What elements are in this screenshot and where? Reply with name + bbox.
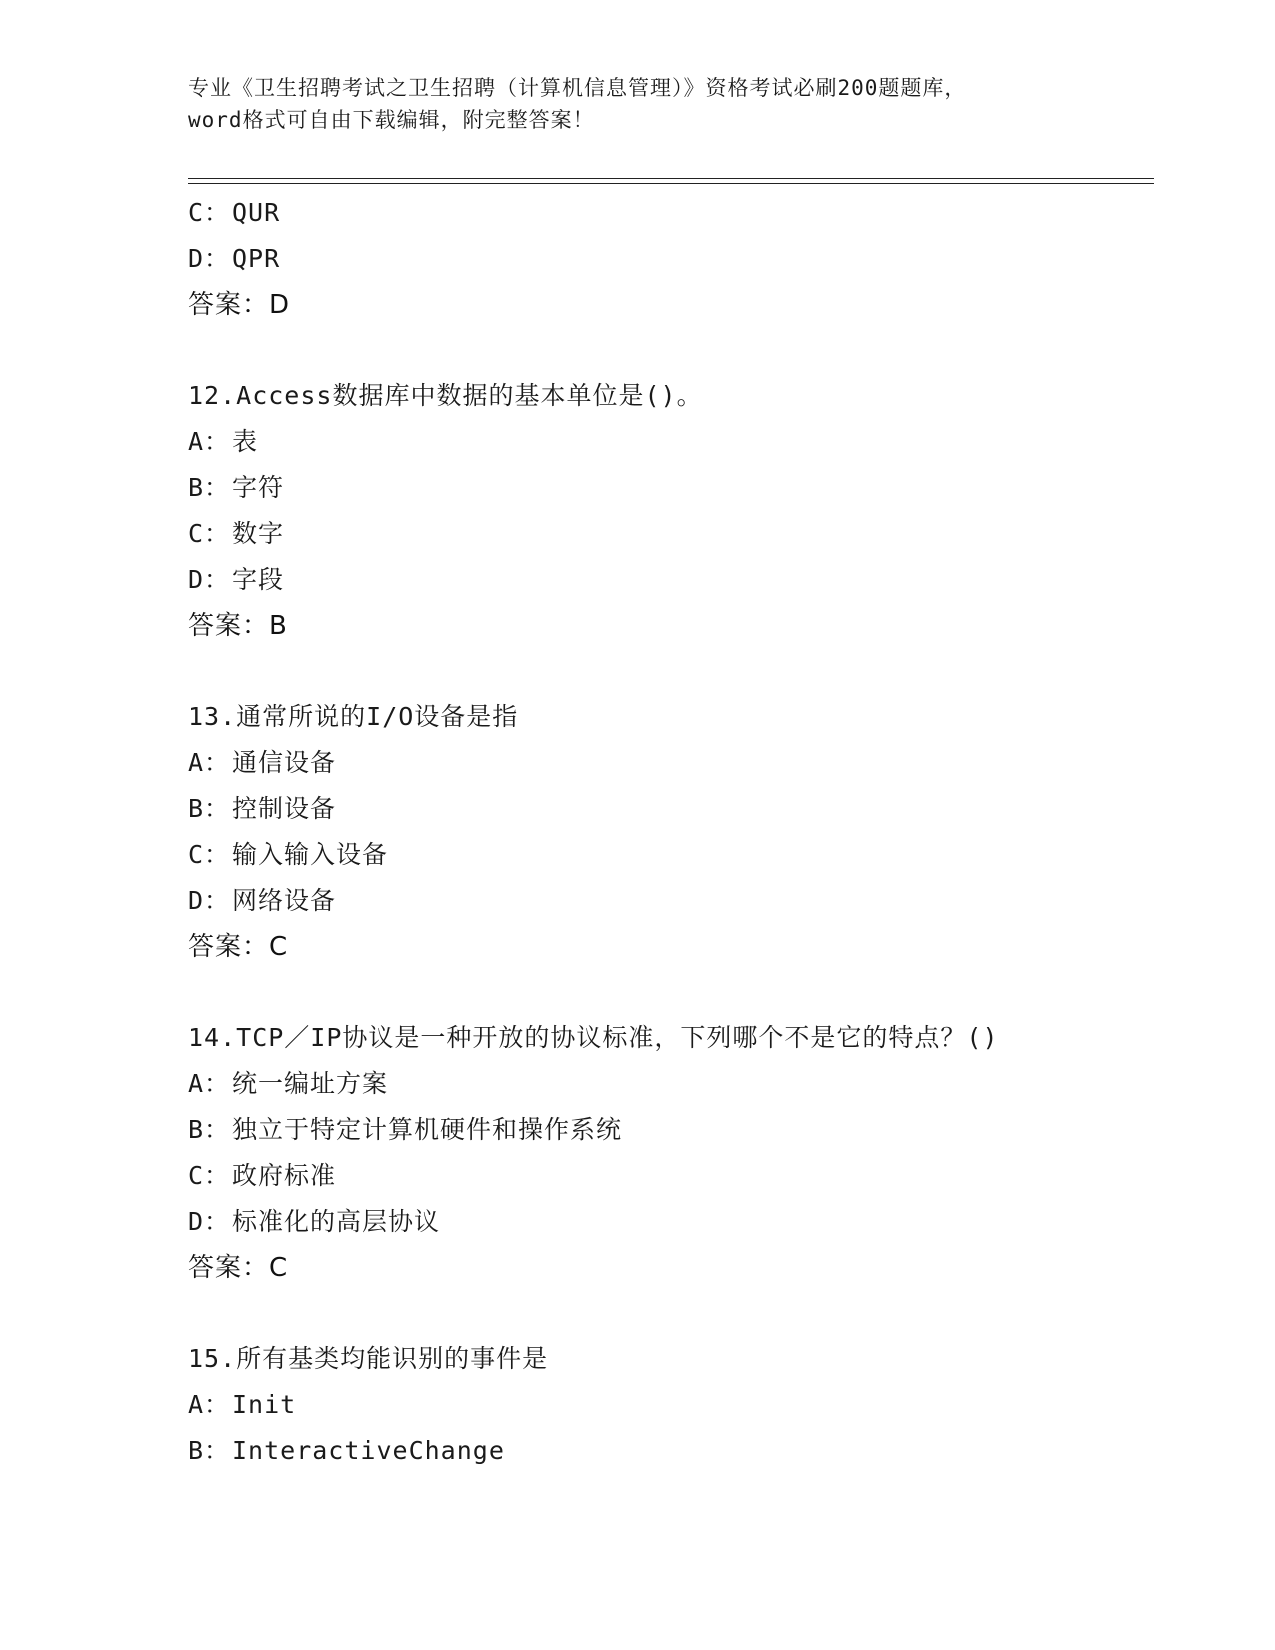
option-text: 标准化的高层协议 [232, 1207, 441, 1236]
option-text: 控制设备 [232, 794, 337, 823]
option-text: Init [232, 1390, 297, 1419]
question-stem: 12.Access数据库中数据的基本单位是()。 [188, 381, 703, 410]
answer-line: 答案：B [188, 611, 288, 641]
question-15 [188, 1336, 1148, 1474]
option-text: InteractiveChange [232, 1436, 505, 1465]
answer-line: 答案：C [188, 1253, 289, 1283]
option-text: 表 [232, 427, 259, 456]
header-divider-bottom [188, 183, 1154, 184]
option-text: 独立于特定计算机硬件和操作系统 [232, 1115, 623, 1144]
option-b [188, 1107, 1148, 1153]
option-d [188, 236, 1148, 282]
question-stem: 15.所有基类均能识别的事件是 [188, 1344, 549, 1373]
question-13 [188, 694, 1148, 970]
option-letter: B： [188, 1115, 231, 1144]
option-c [188, 832, 1148, 878]
option-text: 政府标准 [232, 1161, 337, 1190]
option-letter: C： [188, 198, 231, 227]
option-text: 通信设备 [232, 748, 337, 777]
option-text: 输入输入设备 [232, 840, 389, 869]
header-title-line-1: 专业《卫生招聘考试之卫生招聘（计算机信息管理）》资格考试必刷200题题库， [188, 76, 967, 100]
header-divider-top [188, 178, 1154, 179]
option-text: 字符 [232, 473, 285, 502]
option-text: QUR [232, 198, 281, 227]
question-12 [188, 373, 1148, 649]
option-letter: B： [188, 1436, 231, 1465]
option-c [188, 190, 1148, 236]
option-b [188, 1428, 1148, 1474]
option-letter: D： [188, 565, 231, 594]
option-text: 字段 [232, 565, 285, 594]
option-c [188, 1153, 1148, 1199]
spacer [188, 649, 1148, 694]
option-letter: C： [188, 519, 231, 548]
header-title-line-2: word格式可自由下载编辑，附完整答案！ [188, 108, 595, 132]
option-letter: C： [188, 840, 231, 869]
question-14 [188, 1015, 1148, 1291]
option-letter: A： [188, 748, 231, 777]
answer-line: 答案：D [188, 290, 291, 320]
option-letter: A： [188, 1390, 231, 1419]
option-a [188, 740, 1148, 786]
option-letter: D： [188, 886, 231, 915]
option-b [188, 786, 1148, 832]
spacer [188, 970, 1148, 1015]
option-a [188, 1061, 1148, 1107]
option-b [188, 465, 1148, 511]
option-letter: B： [188, 794, 231, 823]
option-letter: A： [188, 1069, 231, 1098]
option-text: 数字 [232, 519, 285, 548]
option-d [188, 557, 1148, 603]
question-list [188, 190, 1148, 1474]
question-stem: 13.通常所说的I/O设备是指 [188, 702, 519, 731]
option-d [188, 1199, 1148, 1245]
option-letter: D： [188, 244, 231, 273]
option-c [188, 511, 1148, 557]
option-a [188, 419, 1148, 465]
option-letter: B： [188, 473, 231, 502]
option-letter: D： [188, 1207, 231, 1236]
spacer [188, 1291, 1148, 1336]
document-header [188, 72, 1088, 136]
option-text: QPR [232, 244, 281, 273]
option-letter: A： [188, 427, 231, 456]
answer-line: 答案：C [188, 932, 289, 962]
spacer [188, 328, 1148, 373]
option-letter: C： [188, 1161, 231, 1190]
option-a [188, 1382, 1148, 1428]
question-stem: 14.TCP／IP协议是一种开放的协议标准，下列哪个不是它的特点？() [188, 1023, 999, 1052]
partial-question [188, 190, 1148, 328]
option-text: 网络设备 [232, 886, 337, 915]
option-d [188, 878, 1148, 924]
option-text: 统一编址方案 [232, 1069, 389, 1098]
